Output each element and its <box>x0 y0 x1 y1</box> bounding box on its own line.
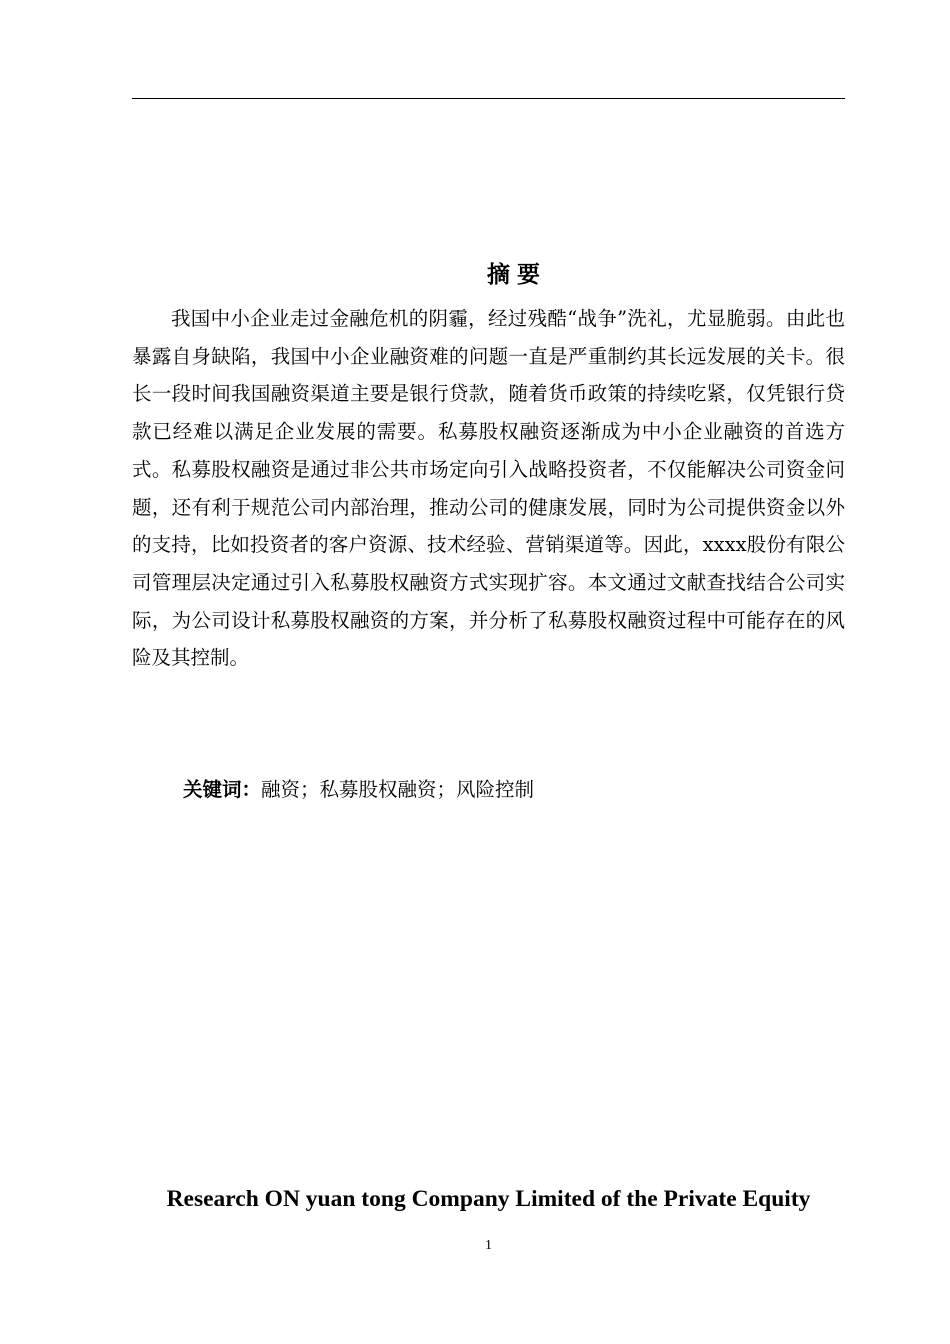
keywords-label: 关键词： <box>183 778 262 801</box>
keywords-line <box>183 775 534 805</box>
english-title: Research ON yuan tong Company Limited of the Private Equity <box>166 1186 811 1212</box>
page-number: 1 <box>485 1238 492 1253</box>
abstract-body: 我国中小企业走过金融危机的阴霾，经过残酷“战争”洗礼，尤显脆弱。由此也暴露自身缺陷，我国中小企业融资难的问题一直是严重制约其长远发展的关卡。很长一段时间我国融资渠道主要是银行贷款，随着货币政策的持续吃紧，仅凭银行贷款已经难以满足企业发展的需要。私募股权融资逐渐成为中小企业融资的首选方式。私募股权融资是通过非公共市场定向引入战略投资者，不仅能解决公司资金问题，还有利于规范公司内部治理，推动公司的健康发展，同时为公司提供资金以外的支持，比如投资者的客户资源、技术经验、营销渠道等。因此，xxxx股份有限公司管理层决定通过引入私募股权融资方式实现扩容。本文通过文献查找结合公司实际，为公司设计私募股权融资的方案，并分析了私募股权融资过程中可能存在的风险及其控制。 <box>132 307 845 670</box>
keywords-value: 融资；私募股权融资；风险控制 <box>261 778 535 801</box>
header-rule <box>132 98 845 99</box>
abstract-title: 摘要 <box>487 262 547 288</box>
